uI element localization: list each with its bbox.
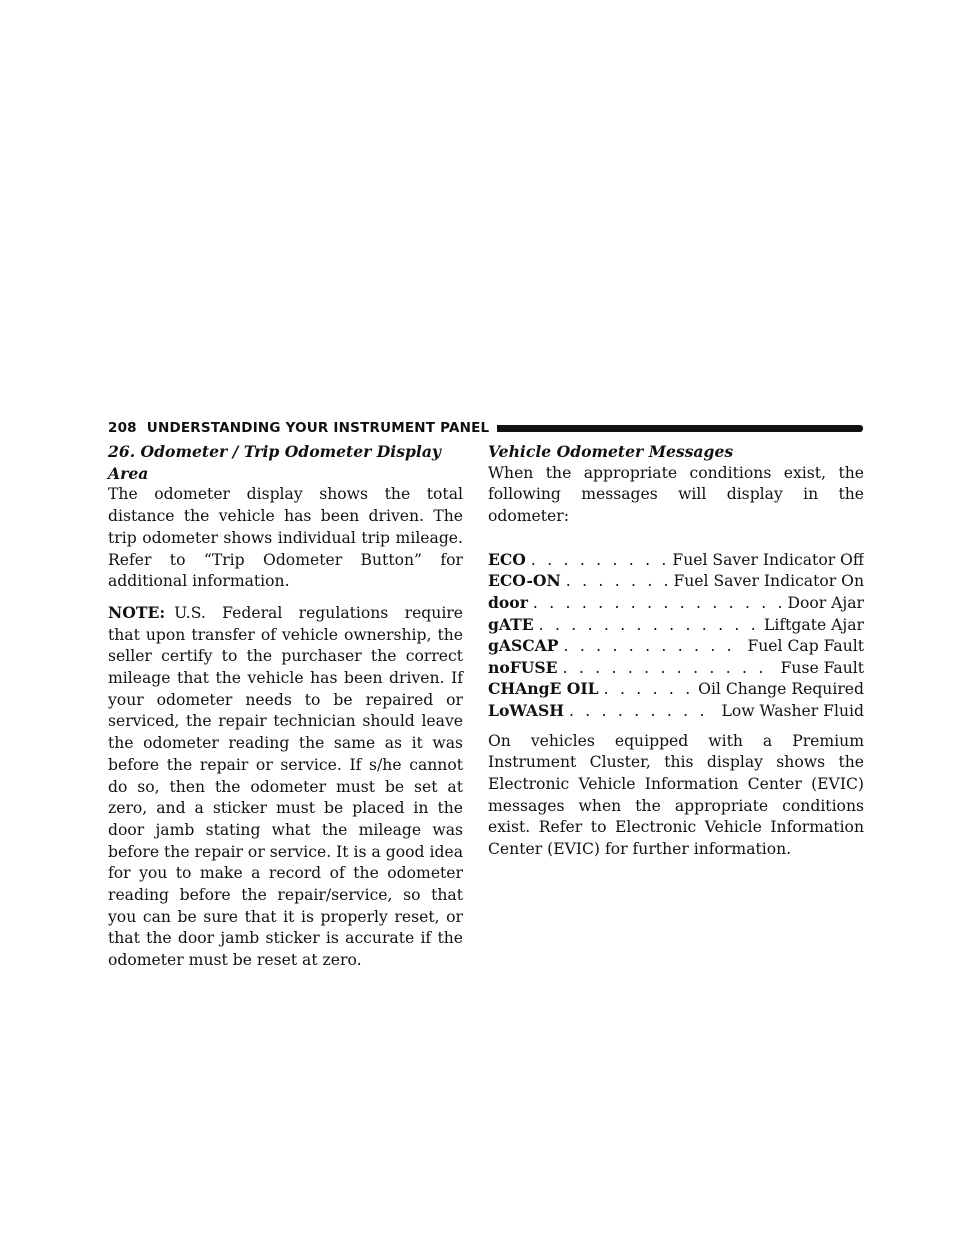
message-meaning: Oil Change Required xyxy=(698,680,864,699)
leader-dots xyxy=(564,701,715,722)
message-code: CHAngE OIL xyxy=(488,679,599,699)
message-meaning: Fuel Cap Fault xyxy=(747,637,864,656)
section-title: UNDERSTANDING YOUR INSTRUMENT PANEL xyxy=(146,420,490,436)
note-paragraph xyxy=(108,602,463,972)
leader-dots xyxy=(558,658,775,679)
header-rule xyxy=(497,425,863,432)
message-meaning: Fuel Saver Indicator On xyxy=(673,572,864,591)
note-text: U.S. Federal regulations require that upon transfer of vehicle ownership, the seller certify to the purchaser the correct mileage that the vehicle has been driven. If your odometer needs to be repaired or serviced, the repair technician should leave the odometer reading the same as it was before the repair or service. If s/he cannot do so, then the odometer must be set at zero, and a sticker must be placed in the door jamb stating what the mileage was before the repair or service. It is a good idea for you to make a record of the odometer reading before the repair/service, so that you can be sure that it is properly reset, or that the door jamb sticker is accurate if the odometer must be reset at zero. xyxy=(108,603,463,970)
message-row xyxy=(488,614,864,636)
message-row xyxy=(488,678,864,700)
leader-dots xyxy=(559,636,742,657)
message-row xyxy=(488,570,864,592)
message-code: LoWASH xyxy=(488,700,564,720)
message-meaning: Liftgate Ajar xyxy=(764,615,864,634)
right-column xyxy=(488,441,864,861)
leader-dots xyxy=(526,550,667,571)
messages-intro: When the appropriate conditions exist, the following messages will display in the odometer: xyxy=(488,463,864,526)
leader-dots xyxy=(599,679,693,700)
evic-paragraph: On vehicles equipped with a Premium Instrument Cluster, this display shows the Electronic Vehicle Information Center (EVIC) messages when the appropriate conditions exist. Refer to Electronic Vehicle Information Center (EVIC) for further information. xyxy=(488,731,864,859)
leader-dots xyxy=(534,615,758,636)
message-row xyxy=(488,700,864,722)
leader-dots xyxy=(528,593,782,614)
message-code: gASCAP xyxy=(488,636,559,656)
message-code: ECO xyxy=(488,549,526,569)
message-meaning: Door Ajar xyxy=(787,594,864,612)
message-meaning: Fuse Fault xyxy=(780,658,864,677)
message-meaning: Fuel Saver Indicator Off xyxy=(672,550,864,569)
message-code: door xyxy=(488,593,528,612)
leader-dots xyxy=(561,571,668,592)
message-code: gATE xyxy=(488,614,534,634)
message-row xyxy=(488,635,864,657)
note-label: NOTE: xyxy=(108,602,166,622)
message-list xyxy=(488,549,864,722)
message-row xyxy=(488,592,864,614)
message-code: ECO-ON xyxy=(488,571,561,591)
page-header xyxy=(108,418,863,438)
messages-heading: Vehicle Odometer Messages xyxy=(488,442,734,461)
message-code: noFUSE xyxy=(488,657,558,677)
message-row xyxy=(488,657,864,679)
left-column xyxy=(108,441,463,972)
message-meaning: Low Washer Fluid xyxy=(721,701,864,720)
message-row xyxy=(488,549,864,571)
odometer-paragraph: The odometer display shows the total distance the vehicle has been driven. The trip odometer shows individual trip mileage. Refer to “Trip Odometer Button” for additional information. xyxy=(108,485,463,591)
odometer-heading: 26. Odometer / Trip Odometer Display Area xyxy=(108,442,441,483)
page-number: 208 xyxy=(108,420,137,436)
